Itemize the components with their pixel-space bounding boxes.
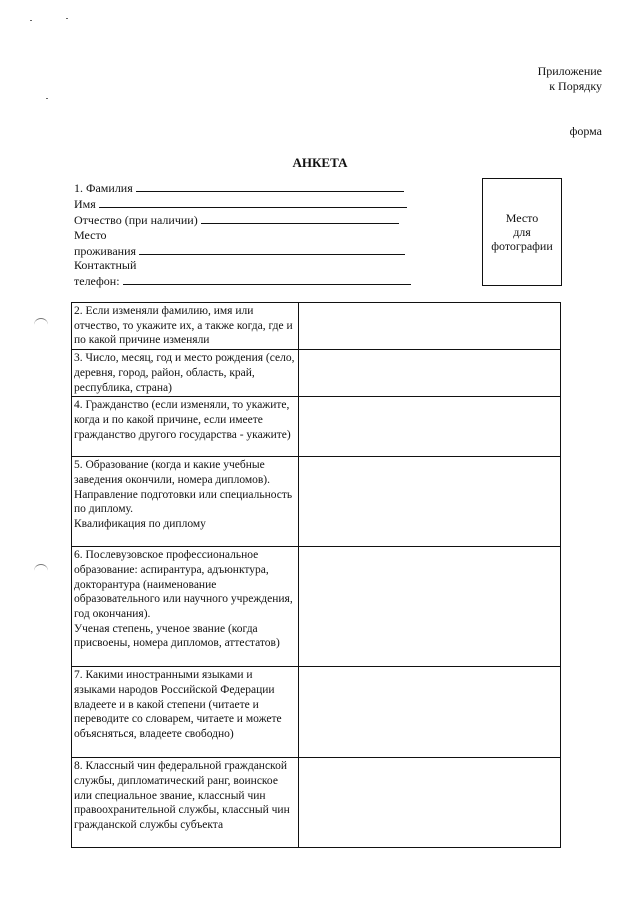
question-cell: 8. Классный чин федеральной гражданской службы, дипломатический ранг, воинское или специальное звание, классный чин правоохранительной службы, классный чин гражданской службы субъекта <box>72 758 299 848</box>
residence-label-2: проживания <box>74 244 137 258</box>
table-row <box>72 350 561 397</box>
table-row <box>72 547 561 667</box>
surname-label: 1. Фамилия <box>74 181 133 195</box>
answer-cell[interactable] <box>299 547 561 667</box>
question-cell: 7. Какими иностранными языками и языками народов Российской Федерации владеете и в какой степени (читаете и переводите со словарем, читаете и можете объясняться, владеете свободно) <box>72 667 299 758</box>
phone-line[interactable] <box>123 273 411 285</box>
procedure-label: к Порядку <box>549 79 602 93</box>
question-cell: 3. Число, месяц, год и место рождения (село, деревня, город, район, область, край, республика, страна) <box>72 350 299 397</box>
table-row <box>72 397 561 457</box>
question-cell: 5. Образование (когда и какие учебные заведения окончили, номера дипломов). Направление подготовки или специальность по диплому. Квалификация по диплому <box>72 457 299 547</box>
page-title: АНКЕТА <box>292 155 348 170</box>
residence-label-1: Место <box>74 228 107 242</box>
answer-cell[interactable] <box>299 758 561 848</box>
table-row <box>72 758 561 848</box>
phone-label-1: Контактный <box>74 258 137 272</box>
scan-speck <box>66 18 68 19</box>
answer-cell[interactable] <box>299 667 561 758</box>
name-label: Имя <box>74 197 96 211</box>
table-row <box>72 667 561 758</box>
name-field[interactable] <box>74 196 414 211</box>
residence-line[interactable] <box>139 243 405 255</box>
photo-label-1: Место <box>505 211 539 225</box>
phone-label-2: телефон: <box>74 274 120 288</box>
table-row <box>72 303 561 350</box>
patronymic-line[interactable] <box>201 212 399 224</box>
form-label: форма <box>569 124 602 138</box>
margin-mark <box>34 318 48 325</box>
scan-speck <box>30 20 32 21</box>
patronymic-label: Отчество (при наличии) <box>74 213 198 227</box>
patronymic-field[interactable] <box>74 212 414 227</box>
answer-cell[interactable] <box>299 457 561 547</box>
photo-placeholder <box>482 178 562 286</box>
surname-line[interactable] <box>136 180 404 192</box>
photo-label-2: для <box>513 225 531 239</box>
photo-label-3: фотографии <box>491 239 553 253</box>
answer-cell[interactable] <box>299 397 561 457</box>
table-row <box>72 457 561 547</box>
answer-cell[interactable] <box>299 350 561 397</box>
surname-field[interactable] <box>74 180 414 195</box>
answer-cell[interactable] <box>299 303 561 350</box>
residence-field[interactable] <box>74 243 414 258</box>
phone-field[interactable] <box>74 273 414 288</box>
name-line[interactable] <box>99 196 407 208</box>
appendix-label: Приложение <box>537 64 602 78</box>
questionnaire-table <box>71 302 561 848</box>
question-cell: 4. Гражданство (если изменяли, то укажите, когда и по какой причине, если имеете гражданство другого государства - укажите) <box>72 397 299 457</box>
question-cell: 6. Послевузовское профессиональное образование: аспирантура, адъюнктура, докторантура (наименование образовательного или научного учреждения, год окончания). Ученая степень, ученое звание (когда присвоены, номера дипломов, аттестатов) <box>72 547 299 667</box>
question-cell: 2. Если изменяли фамилию, имя или отчество, то укажите их, а также когда, где и по какой причине изменяли <box>72 303 299 350</box>
scan-speck <box>46 98 48 99</box>
margin-mark <box>34 564 48 571</box>
